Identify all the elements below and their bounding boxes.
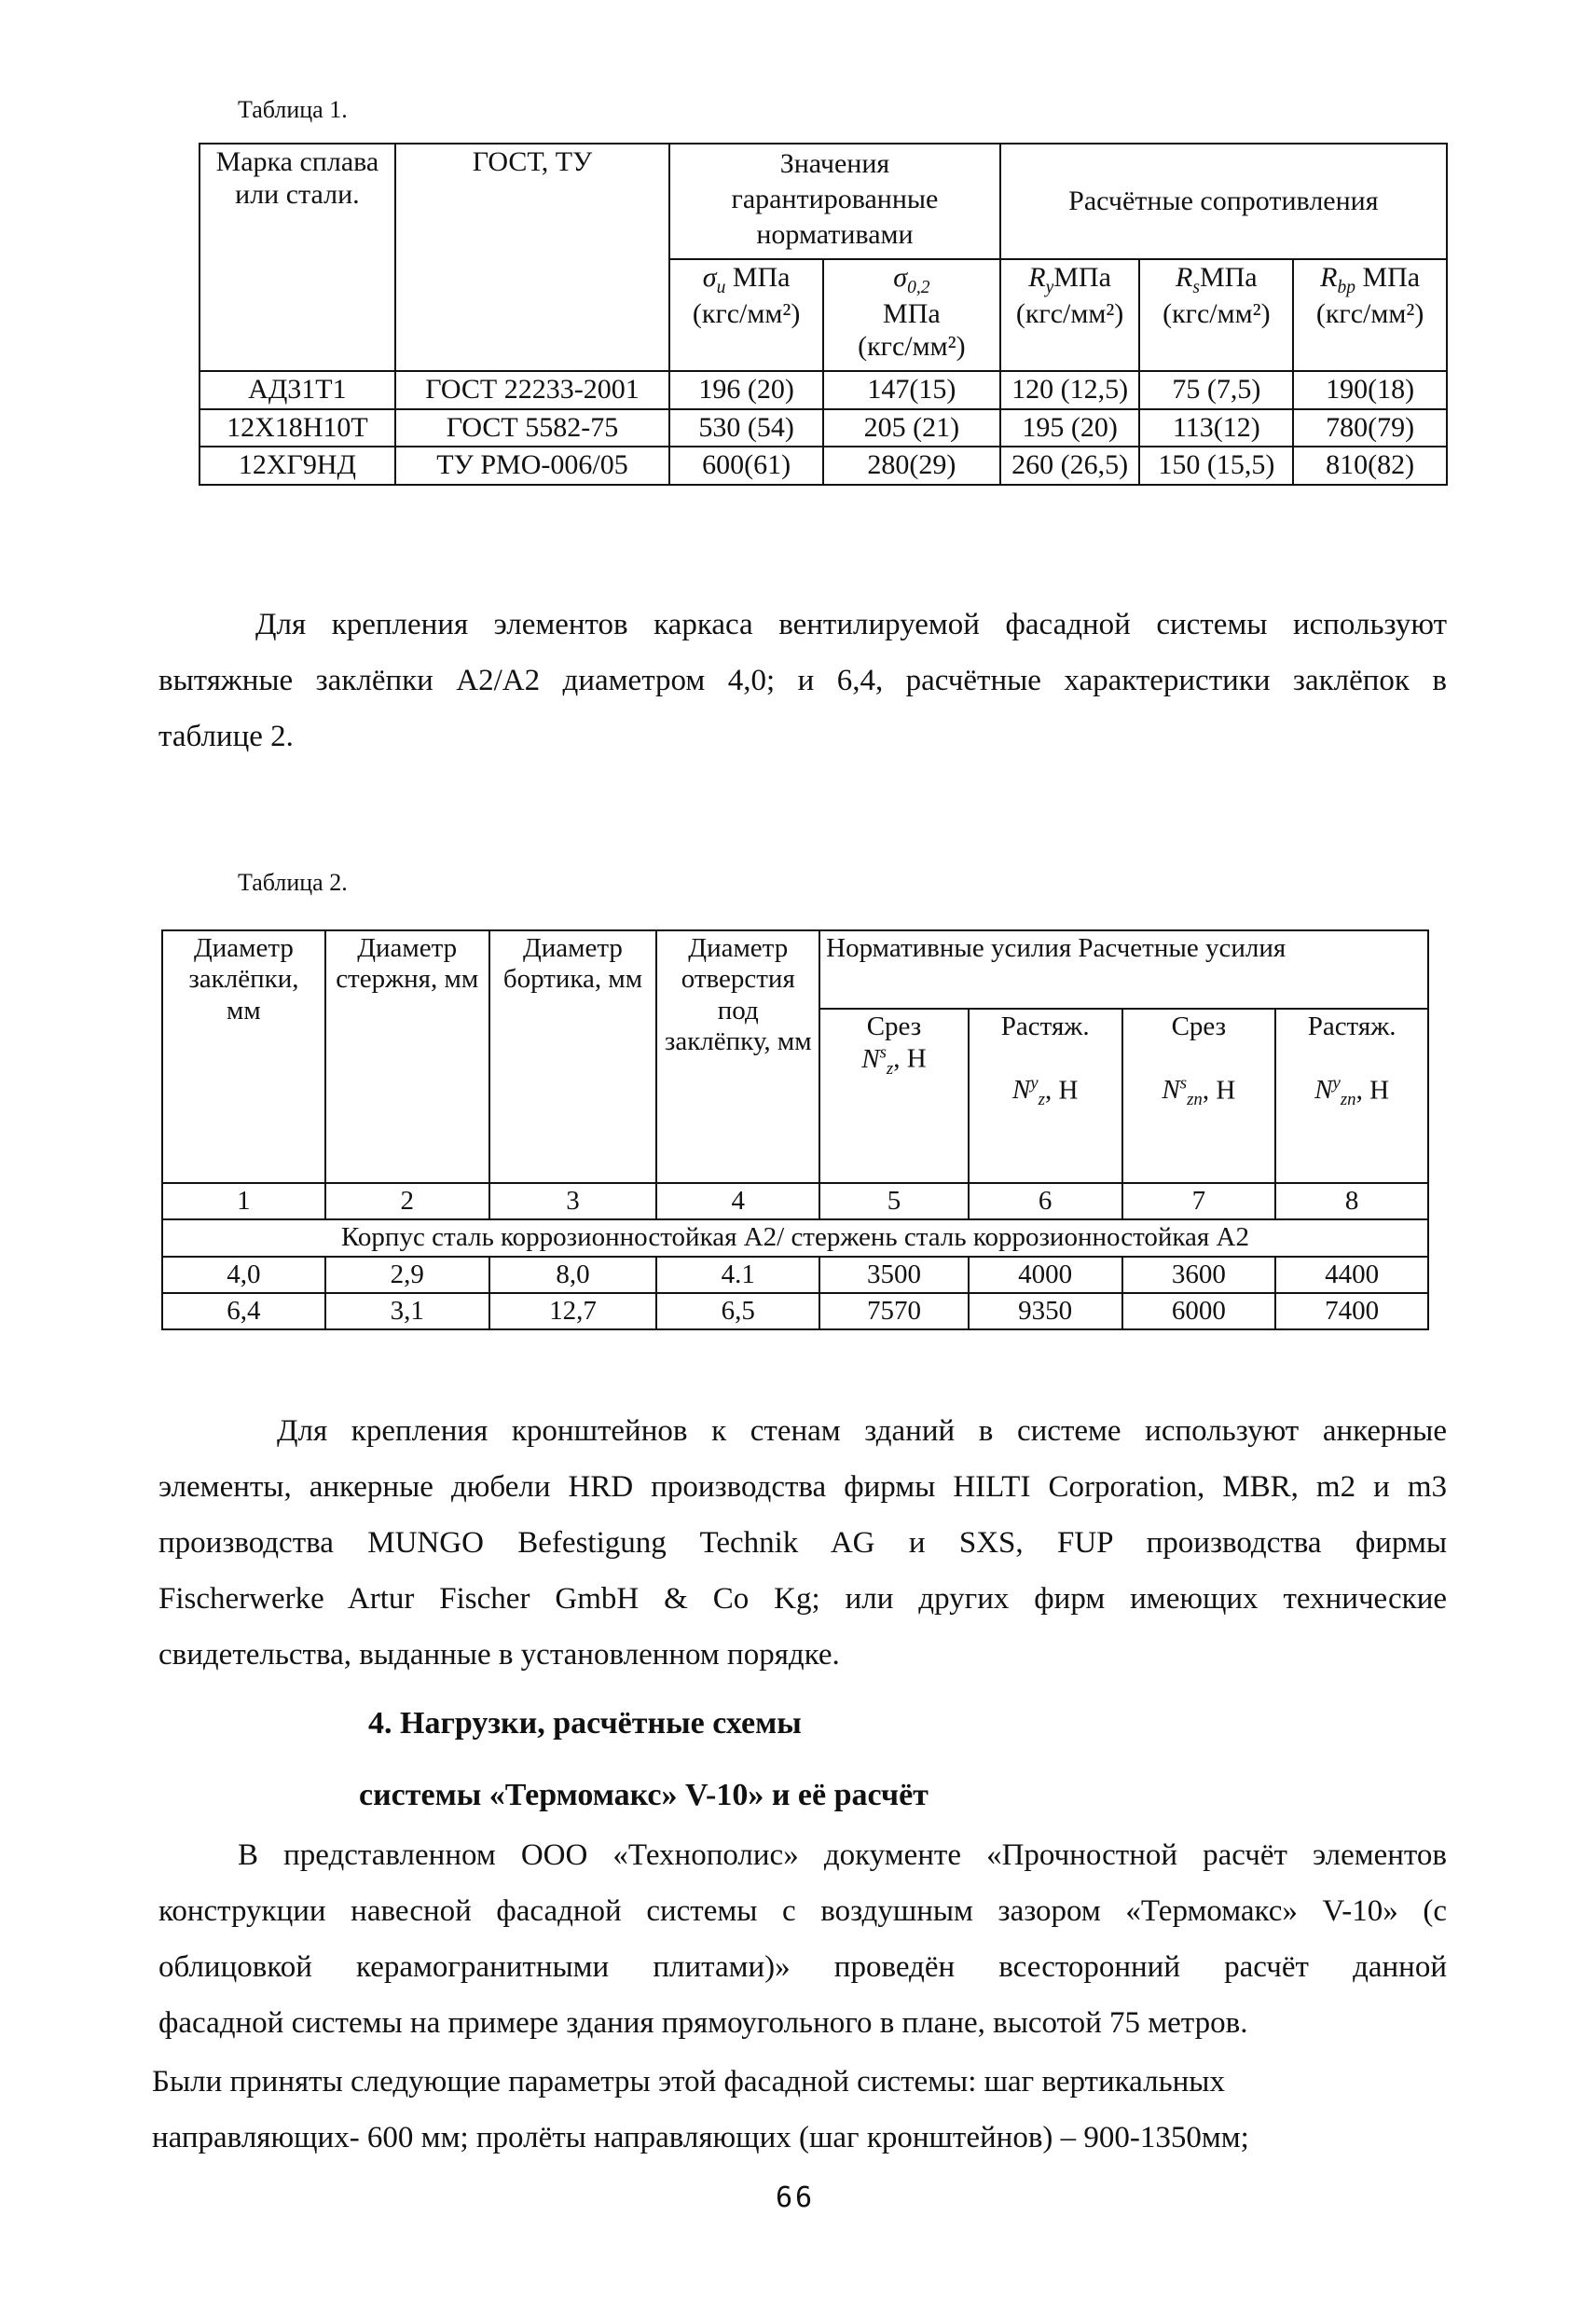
t2-cell: 3500 [819,1257,969,1293]
t2-cell: 4,0 [162,1257,325,1293]
t1-cell: ГОСТ 5582-75 [395,409,669,447]
t1-cell: 75 (7,5) [1139,371,1293,409]
t2-material: Корпус сталь коррозионностойкая А2/ стержень сталь коррозионностойкая А2 [162,1219,1428,1256]
table-row [162,1219,1428,1256]
t1-cell: ТУ РМО-006/05 [395,447,669,485]
t2-header-rivet: Диаметр заклёпки, мм [162,930,325,1183]
t2-col-number: 3 [489,1183,657,1219]
t2-cell: 7570 [819,1293,969,1329]
text-line: элементы, анкерные дюбели HRD производства фирмы HILTI Corporation, MBR, m2 и m3 [158,1470,1447,1504]
text-line: облицовкой керамогранитными плитами)» проведён всесторонний расчёт данной [158,1950,1447,1984]
table-row [200,409,1447,447]
table-row [162,1257,1428,1293]
text-line: свидетельства, выданные в установленном порядке. [158,1638,840,1672]
t2-col-number: 7 [1122,1183,1276,1219]
table1 [199,143,1448,486]
table1-caption: Таблица 1. [238,96,348,123]
t1-cell: 12Х18Н10Т [200,409,395,447]
text-line: вытяжные заклёпки А2/А2 диаметром 4,0; и 6,4, расчётные характеристики заклёпок в [158,664,1447,697]
t1-cell: 113(12) [1139,409,1293,447]
text-line: Fischerwerke Artur Fischer GmbH & Co Kg; или других фирм имеющих технические [158,1582,1447,1616]
text-line: Были приняты следующие параметры этой фасадной системы: шаг вертикальных [152,2065,1225,2099]
t2-col-number: 2 [325,1183,489,1219]
t1-cell: 280(29) [823,447,1000,485]
t2-header-group: Нормативные усилия Расчетные усилия [819,930,1428,1009]
t2-col-number: 8 [1275,1183,1428,1219]
t1-header-design: Расчётные сопротивления [1000,144,1447,259]
t1-header-guaranteed: Значения гарантированные нормативами [669,144,999,259]
t2-cell: 8,0 [489,1257,657,1293]
t2-header-shear-design: Срез $N^s_{zn}$, Н [1122,1009,1276,1183]
text-line: Для крепления кронштейнов к стенам зданий в системе используют анкерные [277,1414,1447,1448]
section-heading-line2: системы «Термомакс» V-10» и её расчёт [359,1778,929,1812]
t1-cell: 196 (20) [669,371,823,409]
t1-cell: 150 (15,5) [1139,447,1293,485]
t1-header-rbp: $R_{bp}$ МПа (кгс/мм²) [1293,259,1447,371]
t1-cell: 780(79) [1293,409,1447,447]
t1-cell: 530 (54) [669,409,823,447]
t2-cell: 3,1 [325,1293,489,1329]
text-line: направляющих- 600 мм; пролёты направляющих (шаг кронштейнов) – 900-1350мм; [152,2121,1249,2154]
t1-cell: 120 (12,5) [1000,371,1140,409]
paragraph-parameters [152,2054,1364,2166]
t2-cell: 6,4 [162,1293,325,1329]
t2-header-flange: Диаметр бортика, мм [489,930,657,1183]
t2-header-tension-design: Растяж. $N^y_{zn}$, Н [1275,1009,1428,1183]
t2-cell: 4400 [1275,1257,1428,1293]
t1-header-su: $\sigma_u$ МПа (кгс/мм²) [669,259,823,371]
t2-col-number: 4 [656,1183,819,1219]
table2 [161,929,1429,1330]
table2-caption: Таблица 2. [238,869,348,896]
t1-cell: 810(82) [1293,447,1447,485]
t1-header-gost: ГОСТ, ТУ [395,144,669,371]
t1-cell: 205 (21) [823,409,1000,447]
t1-cell: 147(15) [823,371,1000,409]
text-line: Для крепления элементов каркаса вентилируемой фасадной системы используют [255,608,1447,641]
t1-header-ry: $R_yМПа$ (кгс/мм²) [1000,259,1140,371]
t1-cell: 190(18) [1293,371,1447,409]
t1-cell: АД31Т1 [200,371,395,409]
t1-cell: 12ХГ9НД [200,447,395,485]
t2-header-hole: Диаметр отверстия под заклёпку, мм [656,930,819,1183]
t2-cell: 12,7 [489,1293,657,1329]
text-line: В представленном ООО «Технополис» документе «Прочностной расчёт элементов [238,1838,1447,1872]
table-row [200,447,1447,485]
text-line: производства MUNGO Befestigung Technik AG и SXS, FUP производства фирмы [158,1526,1447,1560]
t2-cell: 4.1 [656,1257,819,1293]
t2-cell: 3600 [1122,1257,1276,1293]
table-row [200,371,1447,409]
t2-cell: 9350 [969,1293,1122,1329]
t2-cell: 7400 [1275,1293,1428,1329]
t2-header-rod: Диаметр стержня, мм [325,930,489,1183]
t2-col-number: 6 [969,1183,1122,1219]
t1-cell: 195 (20) [1000,409,1140,447]
t2-header-shear-normative: Срез $N^s_z$, Н [819,1009,969,1183]
t1-cell: 600(61) [669,447,823,485]
t2-cell: 4000 [969,1257,1122,1293]
t2-cell: 6,5 [656,1293,819,1329]
paragraph-document [158,1827,1447,2051]
t1-cell: 260 (26,5) [1000,447,1140,485]
text-line: конструкции навесной фасадной системы с воздушным зазором «Термомакс» V-10» (с [158,1894,1447,1928]
t2-cell: 2,9 [325,1257,489,1293]
t1-header-rs: $R_sМПа$ (кгс/мм²) [1139,259,1293,371]
t1-header-grade: Марка сплава или стали. [200,144,395,371]
page-number: 66 [776,2181,816,2214]
text-line: фасадной системы на примере здания прямоугольного в плане, высотой 75 метров. [158,2006,1248,2040]
t2-header-tension-normative: Растяж. $N^y_z$, Н [969,1009,1122,1183]
t1-cell: ГОСТ 22233-2001 [395,371,669,409]
text-line: таблице 2. [158,720,294,753]
section-heading-line1: 4. Нагрузки, расчётные схемы [368,1706,802,1741]
table-row [162,1183,1428,1219]
t1-header-s02: $\sigma_{0,2}$ МПа (кгс/мм²) [823,259,1000,371]
t2-col-number: 1 [162,1183,325,1219]
table-row [162,1293,1428,1329]
t2-col-number: 5 [819,1183,969,1219]
paragraph-anchors [158,1403,1447,1683]
paragraph-rivets [158,597,1447,764]
t2-cell: 6000 [1122,1293,1276,1329]
